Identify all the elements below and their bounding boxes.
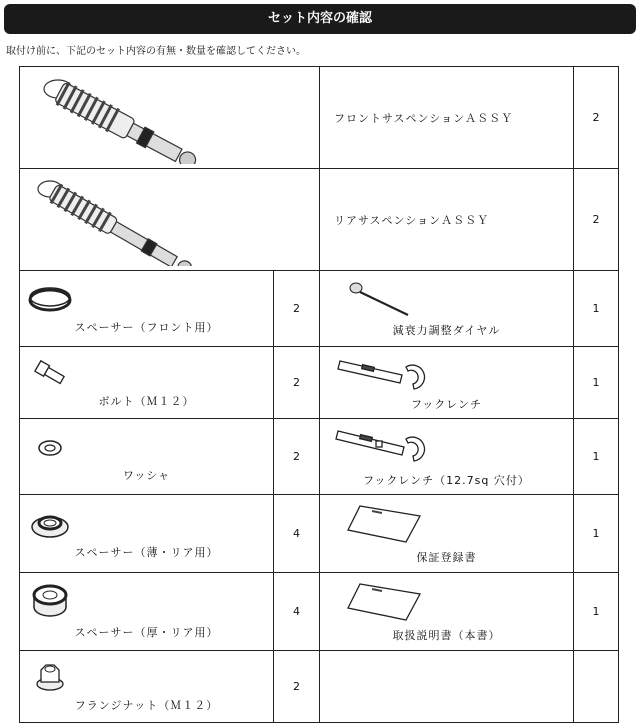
spacer-ring-icon	[20, 282, 80, 316]
item-cell	[20, 573, 274, 651]
item-name: 保証登録書	[416, 551, 477, 564]
item-name: 取扱説明書（本書）	[392, 629, 501, 642]
item-name: フランジナット（Ｍ１２）	[74, 699, 219, 712]
item-qty: 2	[574, 67, 619, 169]
table-row	[20, 651, 619, 723]
empty-cell	[574, 651, 619, 723]
item-cell	[20, 271, 274, 347]
item-qty: 2	[274, 419, 320, 495]
item-name: フックレンチ（12.7sq 穴付）	[363, 474, 530, 487]
item-name: ボルト（Ｍ１２）	[98, 395, 195, 408]
table-row	[20, 573, 619, 651]
adjust-dial-icon	[320, 279, 440, 319]
item-qty: 1	[574, 573, 619, 651]
table-row	[20, 169, 619, 271]
item-cell	[320, 271, 574, 347]
item-cell	[20, 495, 274, 573]
thick-spacer-icon	[20, 583, 80, 621]
rear-suspension-image	[20, 169, 320, 271]
item-name: スペーサー（厚・リア用）	[74, 626, 219, 639]
front-suspension-image	[20, 67, 320, 169]
washer-icon	[20, 430, 80, 464]
item-qty: 1	[574, 271, 619, 347]
hook-wrench-square-icon	[320, 425, 450, 469]
thin-spacer-icon	[20, 507, 80, 541]
item-qty: 2	[274, 651, 320, 723]
item-name: フックレンチ	[411, 398, 482, 411]
rear-suspension-icon	[20, 171, 230, 266]
item-qty: 1	[574, 347, 619, 419]
bolt-icon	[20, 356, 80, 390]
warranty-document-icon	[320, 502, 450, 546]
item-cell	[20, 347, 274, 419]
item-qty: 2	[274, 271, 320, 347]
item-qty: 2	[274, 347, 320, 419]
item-qty: 2	[574, 169, 619, 271]
item-name: スペーサー（薄・リア用）	[74, 546, 219, 559]
table-row	[20, 419, 619, 495]
item-qty: 1	[574, 419, 619, 495]
flange-nut-icon	[20, 660, 80, 694]
item-cell	[320, 573, 574, 651]
item-name: スペーサー（フロント用）	[74, 321, 219, 334]
hook-wrench-icon	[320, 353, 450, 393]
section-header: セット内容の確認	[4, 4, 636, 34]
item-cell	[320, 495, 574, 573]
intro-text: 取付け前に、下記のセット内容の有無・数量を確認してください。	[6, 46, 306, 57]
item-cell	[20, 651, 274, 723]
item-name: 減衰力調整ダイヤル	[392, 324, 501, 337]
item-qty: 4	[274, 495, 320, 573]
table-row	[20, 347, 619, 419]
item-cell	[20, 419, 274, 495]
table-row	[20, 67, 619, 169]
item-name: リアサスペンションＡＳＳＹ	[320, 169, 574, 271]
manual-document-icon	[320, 580, 450, 624]
item-cell	[320, 419, 574, 495]
contents-table	[19, 66, 619, 723]
item-name: ワッシャ	[122, 469, 171, 482]
front-suspension-icon	[20, 69, 230, 164]
item-name: フロントサスペンションＡＳＳＹ	[320, 67, 574, 169]
item-cell	[320, 347, 574, 419]
table-row	[20, 495, 619, 573]
table-row	[20, 271, 619, 347]
item-qty: 1	[574, 495, 619, 573]
item-qty: 4	[274, 573, 320, 651]
empty-cell	[320, 651, 574, 723]
